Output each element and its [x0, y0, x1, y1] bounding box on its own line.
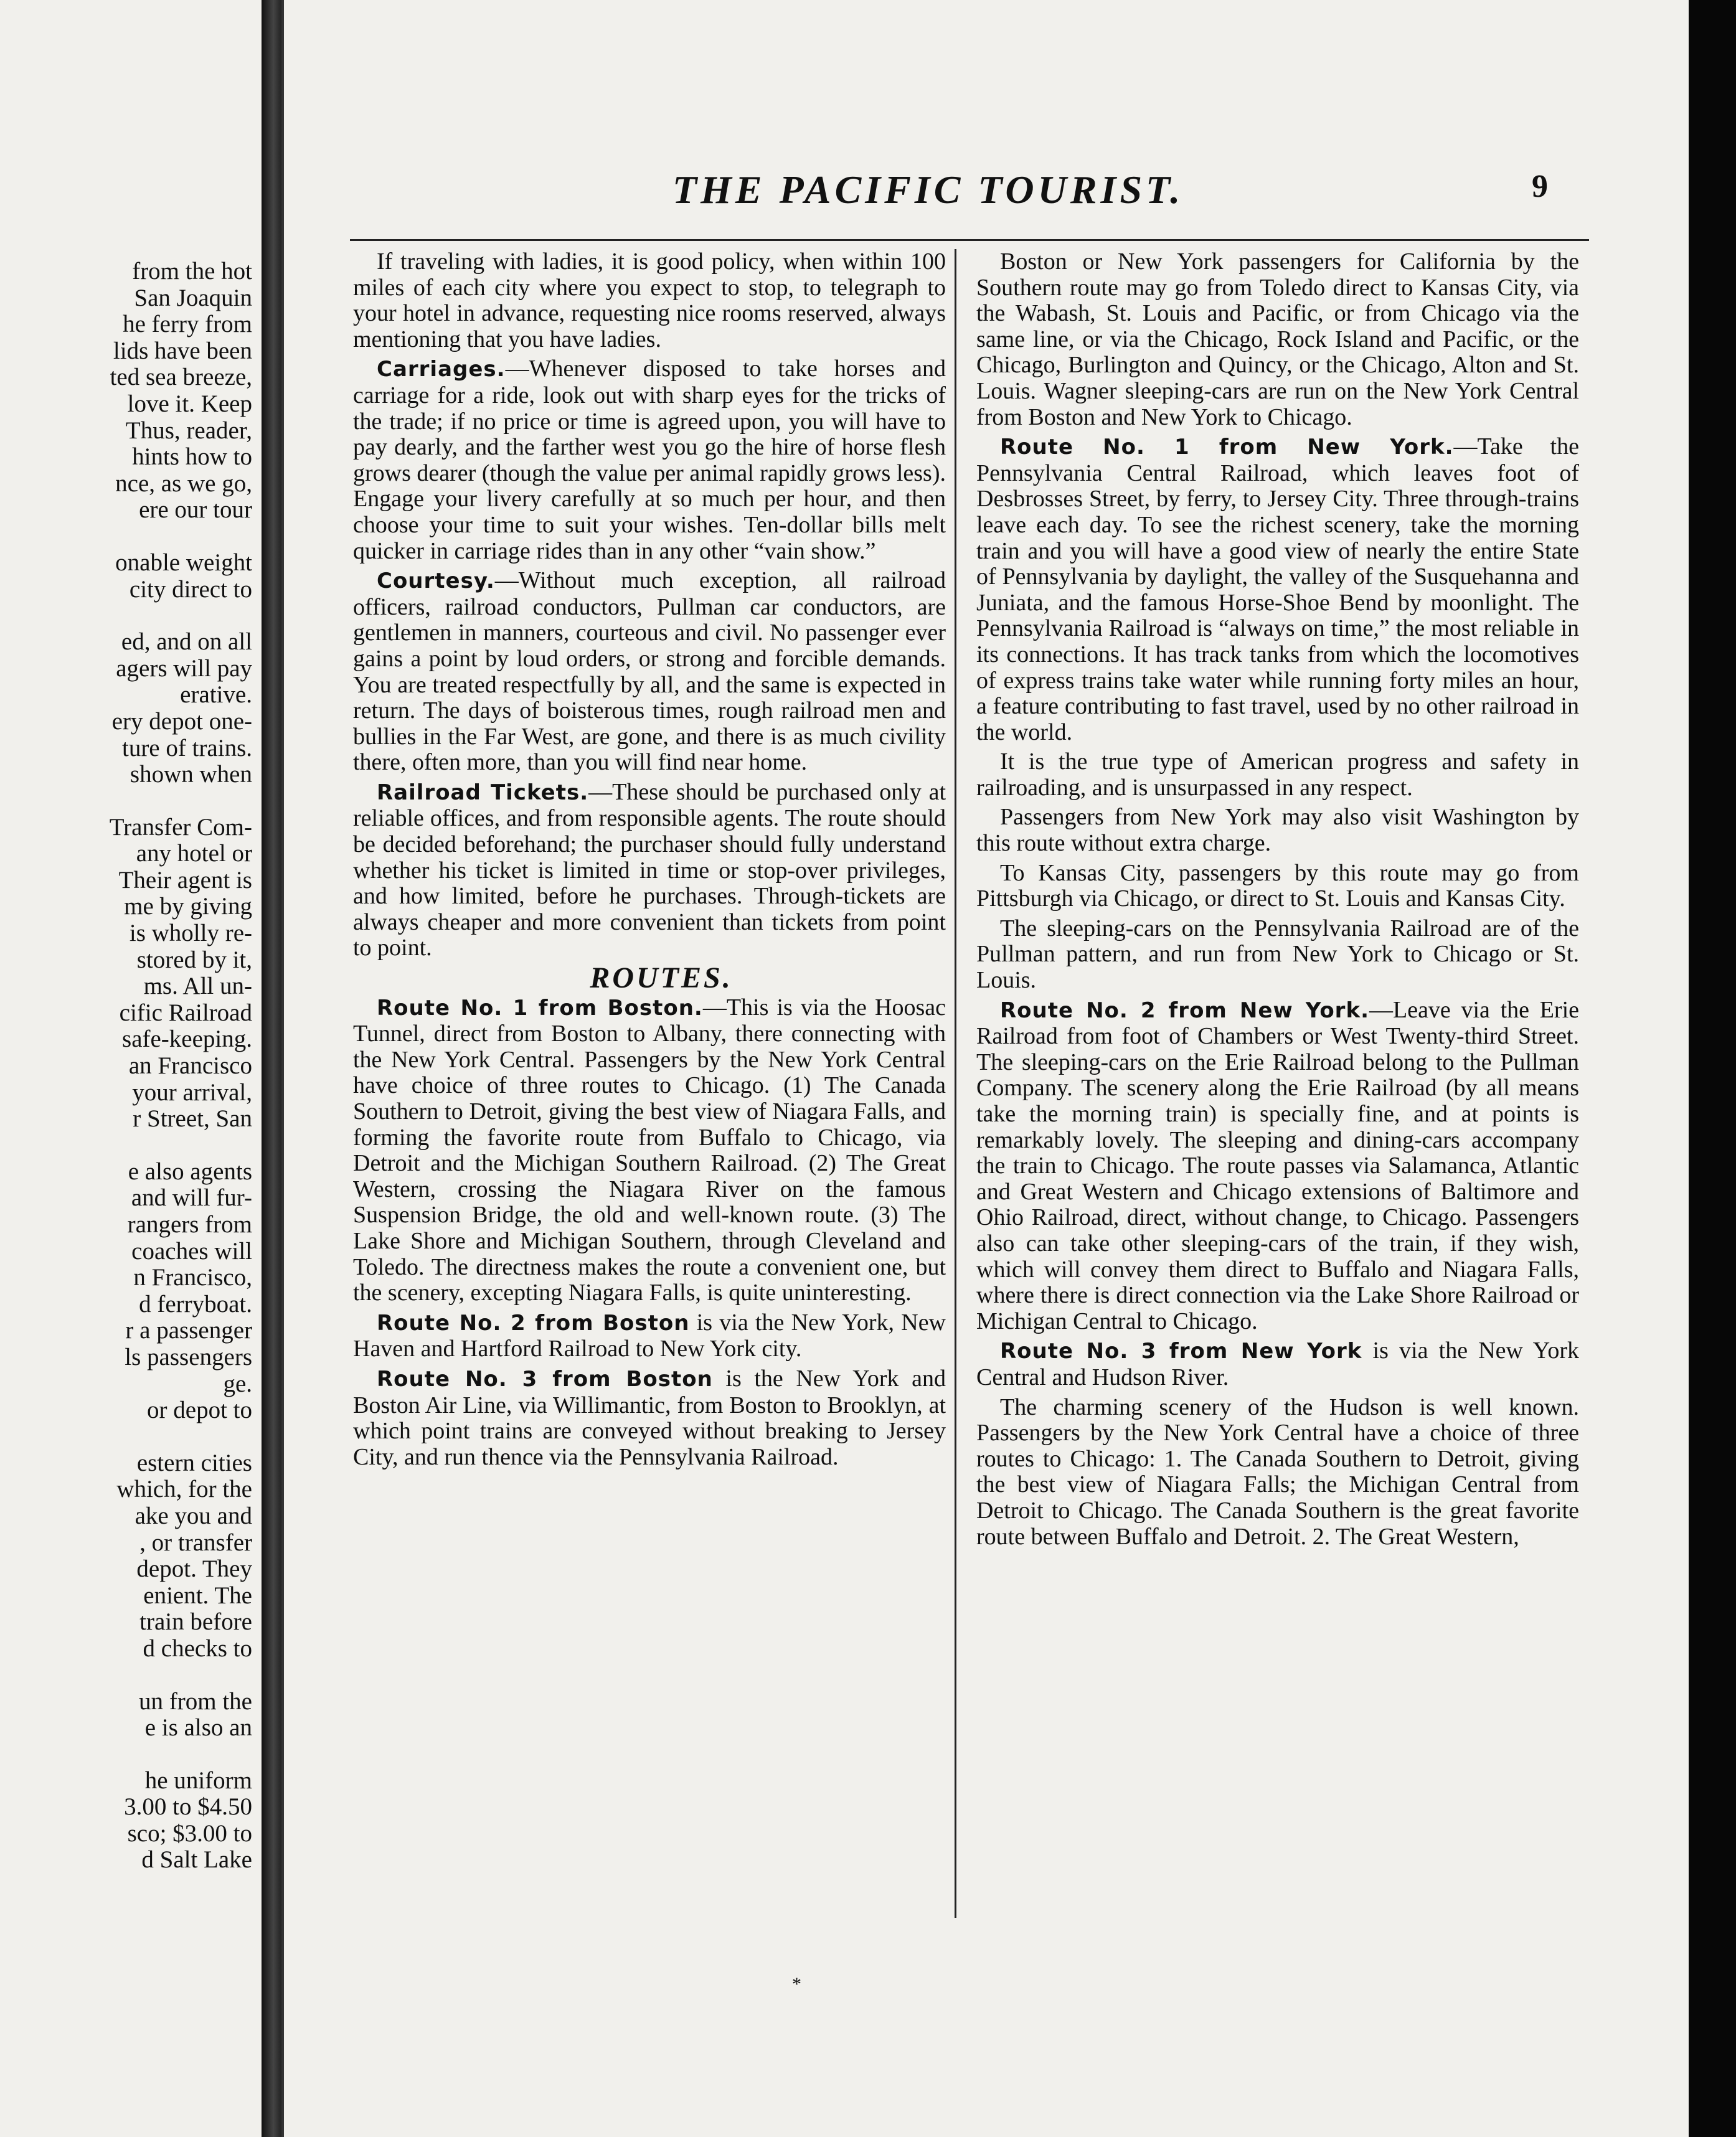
- text-line: city direct to: [129, 576, 252, 603]
- text-line: lids have been: [113, 337, 252, 364]
- paragraph-carriages: Carriages.—Whenever disposed to take horses and carriage for a ride, look out with sharp eyes for the tricks of the trade; if no price or time is agreed upon, you will have to pay dearly, and the farther west you go the hire of horse flesh grows dearer (though the value per animal rapidly grows less). Engage your livery carefully at so much per hour, and then choose your time to suit your wishes. Ten-dollar bills melt quicker in carriage rides than in any other “vain show.”: [353, 356, 946, 564]
- text-line: San Joaquin: [134, 285, 252, 311]
- paragraph-courtesy: Courtesy.—Without much exception, all railroad officers, railroad conductors, Pullman car conductors, are gentlemen in manners, courteous and civil. No passenger ever gains a point by loud orders, or strong and forcible demands. You are treated respectfully by all, and the same is expected in return. The days of boisterous times, rough railroad men and bullies in the Far West, are gone, and there is as much civility there, often more, than you will find near home.: [353, 567, 946, 776]
- left-page-text: [0, 258, 252, 1874]
- text-line: ture of trains.: [121, 735, 252, 762]
- left-page-fragment: [0, 0, 263, 2137]
- text-line: ms. All un-: [143, 973, 252, 1000]
- text-line: estern cities: [136, 1450, 252, 1476]
- text-line: 3.00 to $4.50: [124, 1794, 252, 1821]
- text-line: from the hot: [132, 258, 252, 285]
- text-line: d checks to: [143, 1635, 252, 1662]
- text-line: is wholly re-: [129, 920, 252, 947]
- text-line: coaches will: [131, 1238, 252, 1265]
- text-line: love it. Keep: [127, 390, 252, 417]
- text-line: and will fur-: [131, 1185, 252, 1212]
- line-gap: [0, 1424, 252, 1450]
- paragraph-ny-progress: It is the true type of American progress and safety in railroading, and is unsurpassed in any respect.: [976, 748, 1579, 801]
- header-rule: [350, 239, 1589, 241]
- paragraph-boston-route-1: Route No. 1 from Boston.—This is via the Hoosac Tunnel, direct from Boston to Albany, there connecting with the New York Central. Passengers by the New York Central have choice of three routes to Chicago. (1) The Canada Southern to Detroit, giving the best view of Niagara Falls, and forming the favorite route from Buffalo to Chicago, via Detroit and the Michigan Southern Railroad. (2) The Great Western, crossing the Niagara River on the famous Suspension Bridge, the old and well-known route. (3) The Lake Shore and Michigan Southern, through Cleveland and Toledo. The directness makes the route a convenient one, but the scenery, excepting Niagara Falls, is quite uninteresting.: [353, 994, 946, 1306]
- text-line: train before: [139, 1609, 252, 1636]
- text-line: he uniform: [144, 1767, 252, 1794]
- running-header: THE PACIFIC TOURIST.: [672, 167, 1184, 212]
- text-line: he ferry from: [123, 311, 252, 338]
- paragraph-tickets: Railroad Tickets.—These should be purchased only at reliable offices, and from responsible agents. The route should be decided beforehand; the purchaser should fully understand whether his ticket is limited in time or stop-over privileges, and how limited, before he purchases. Through-tickets are always cheaper and more convenient than tickets from point to point.: [353, 778, 946, 961]
- text-line: erative.: [180, 682, 252, 709]
- line-gap: [0, 524, 252, 550]
- text-line: sco; $3.00 to: [127, 1820, 252, 1847]
- section-lead: Route No. 2 from New York.: [1000, 998, 1369, 1023]
- text-line: d ferryboat.: [139, 1291, 252, 1318]
- paragraph-ny-kansas: To Kansas City, passengers by this route may go from Pittsburgh via Chicago, or direct to St. Louis and Kansas City.: [976, 859, 1579, 912]
- text-line: nce, as we go,: [115, 470, 252, 497]
- book-gutter: [262, 0, 281, 2137]
- line-gap: [0, 788, 252, 814]
- text-line: r Street, San: [133, 1106, 252, 1133]
- paragraph-boston-route-3: Route No. 3 from Boston is the New York and Boston Air Line, via Willimantic, from Boston to Brooklyn, at which point trains are conveyed without breaking to Jersey City, and run thence via the Pennsylvania Railroad.: [353, 1365, 946, 1470]
- section-lead: Courtesy.: [377, 568, 495, 594]
- text-line: ake you and: [134, 1503, 252, 1529]
- text-line: Their agent is: [118, 867, 252, 894]
- paragraph-ladies: If traveling with ladies, it is good policy, when within 100 miles of each city where you expect to stop, to telegraph to your hotel in advance, requesting nice rooms reserved, always mentioning that you have ladies.: [353, 248, 946, 352]
- text-line: hints how to: [132, 444, 252, 471]
- text-line: , or transfer: [139, 1529, 252, 1556]
- text-line: shown when: [130, 762, 252, 788]
- text-line: d Salt Lake: [141, 1847, 252, 1874]
- line-gap: [0, 1742, 252, 1768]
- text-line: ls passengers: [125, 1344, 252, 1370]
- text-line: ted sea breeze,: [110, 364, 252, 391]
- section-lead: Route No. 2 from Boston: [377, 1310, 690, 1336]
- section-lead: Railroad Tickets.: [377, 780, 589, 805]
- section-lead: Route No. 3 from Boston: [377, 1366, 713, 1392]
- stray-mark: *: [792, 1974, 801, 1994]
- text-line: agers will pay: [116, 655, 252, 682]
- text-line: your arrival,: [132, 1079, 252, 1106]
- line-gap: [0, 603, 252, 629]
- paragraph-ny-route-1: Route No. 1 from New York.—Take the Pennsylvania Central Railroad, which leaves foot of Desbrosses Street, by ferry, to Jersey City. Three through-trains leave each day. To see the richest scenery, take the morning train and you will have a good view of nearly the entire State of Pennsylvania by daylight, the valley of the Susquehanna and Juniata, and the famous Horse-Shoe Bend by moonlight. The Pennsylvania Railroad is “always on time,” the most reliable in its connections. It has track tanks from which the locomotives of express trains take water while running forty miles an hour, a feature contributing to fast travel, used by no other railroad in the world.: [976, 433, 1579, 745]
- text-line: ge.: [223, 1370, 252, 1397]
- text-line: stored by it,: [136, 946, 252, 973]
- text-line: cific Railroad: [119, 999, 252, 1026]
- paragraph-ny-route-2: Route No. 2 from New York.—Leave via the Erie Railroad from foot of Chambers or West Twenty-third Street. The sleeping-cars on the Erie Railroad belong to the Pullman Company. The scenery along the Erie Railroad (by all means take the morning train) is specially fine, and at points is remarkably lovely. The sleeping and dining-cars accompany the train to Chicago. The route passes via Salamanca, Atlantic and Great Western and Chicago extensions of Baltimore and Ohio Railroad, direct, without change, to Chicago. Passengers also can take other sleeping-cars of the train, if they wish, which will convey them direct to Buffalo and Niagara Falls, where there is direct connection via the Lake Shore Railroad or Michigan Central to Chicago.: [976, 996, 1579, 1334]
- text-line: ery depot one-: [111, 708, 252, 735]
- text-line: safe-keeping.: [122, 1026, 252, 1053]
- text-line: onable weight: [115, 549, 252, 576]
- column-right: [976, 249, 1579, 1550]
- section-lead: Route No. 3 from New York: [1000, 1339, 1362, 1364]
- text-line: n Francisco,: [133, 1265, 252, 1291]
- section-lead: Route No. 1 from New York.: [1000, 435, 1454, 460]
- text-line: enient. The: [143, 1582, 252, 1609]
- page-number: 9: [1532, 169, 1548, 204]
- routes-heading: ROUTES.: [590, 961, 733, 995]
- column-divider: [955, 249, 956, 1918]
- text-line: an Francisco: [128, 1053, 252, 1080]
- paragraph-boston-route-2: Route No. 2 from Boston is via the New York, New Haven and Hartford Railroad to New York city.: [353, 1309, 946, 1362]
- text-line: depot. They: [136, 1556, 252, 1583]
- text-line: r a passenger: [125, 1318, 252, 1344]
- text-line: me by giving: [124, 894, 252, 920]
- line-gap: [0, 1663, 252, 1689]
- text-line: any hotel or: [136, 841, 252, 867]
- section-lead: Carriages.: [377, 357, 506, 382]
- text-line: ere our tour: [139, 497, 252, 524]
- text-line: un from the: [139, 1688, 252, 1715]
- text-line: e also agents: [128, 1158, 252, 1185]
- paragraph-hudson: The charming scenery of the Hudson is well known. Passengers by the New York Central have a choice of three routes to Chicago: 1. The Canada Southern to Detroit, giving the best view of Niagara Falls; the Michigan Central from Detroit to Chicago. The Canada Southern is the great favorite route between Buffalo and Detroit. 2. The Great Western,: [976, 1394, 1579, 1550]
- scan-border: [1689, 0, 1736, 2137]
- paragraph-ny-sleeping-cars: The sleeping-cars on the Pennsylvania Railroad are of the Pullman pattern, and run from New York to Chicago or St. Louis.: [976, 915, 1579, 994]
- text-line: ed, and on all: [121, 629, 252, 656]
- paragraph-ny-route-3: Route No. 3 from New York is via the New York Central and Hudson River.: [976, 1337, 1579, 1390]
- text-line: e is also an: [144, 1715, 252, 1742]
- column-left: [353, 249, 946, 1470]
- text-line: which, for the: [116, 1476, 252, 1503]
- text-line: rangers from: [127, 1212, 252, 1238]
- section-lead: Route No. 1 from Boston.: [377, 995, 703, 1021]
- text-line: Transfer Com-: [109, 814, 252, 841]
- paragraph-southern-route: Boston or New York passengers for California by the Southern route may go from Toledo direct to Kansas City, via the Wabash, St. Louis and Pacific, or from Chicago via the same line, or via the Chicago, Rock Island and Pacific, or the Chicago, Burlington and Quincy, or the Chicago, Alton and St. Louis. Wagner sleeping-cars are run on the New York Central from Boston and New York to Chicago.: [976, 248, 1579, 430]
- paragraph-ny-washington: Passengers from New York may also visit Washington by this route without extra charge.: [976, 804, 1579, 857]
- text-line: or depot to: [147, 1397, 252, 1424]
- text-line: Thus, reader,: [125, 417, 252, 444]
- line-gap: [0, 1133, 252, 1159]
